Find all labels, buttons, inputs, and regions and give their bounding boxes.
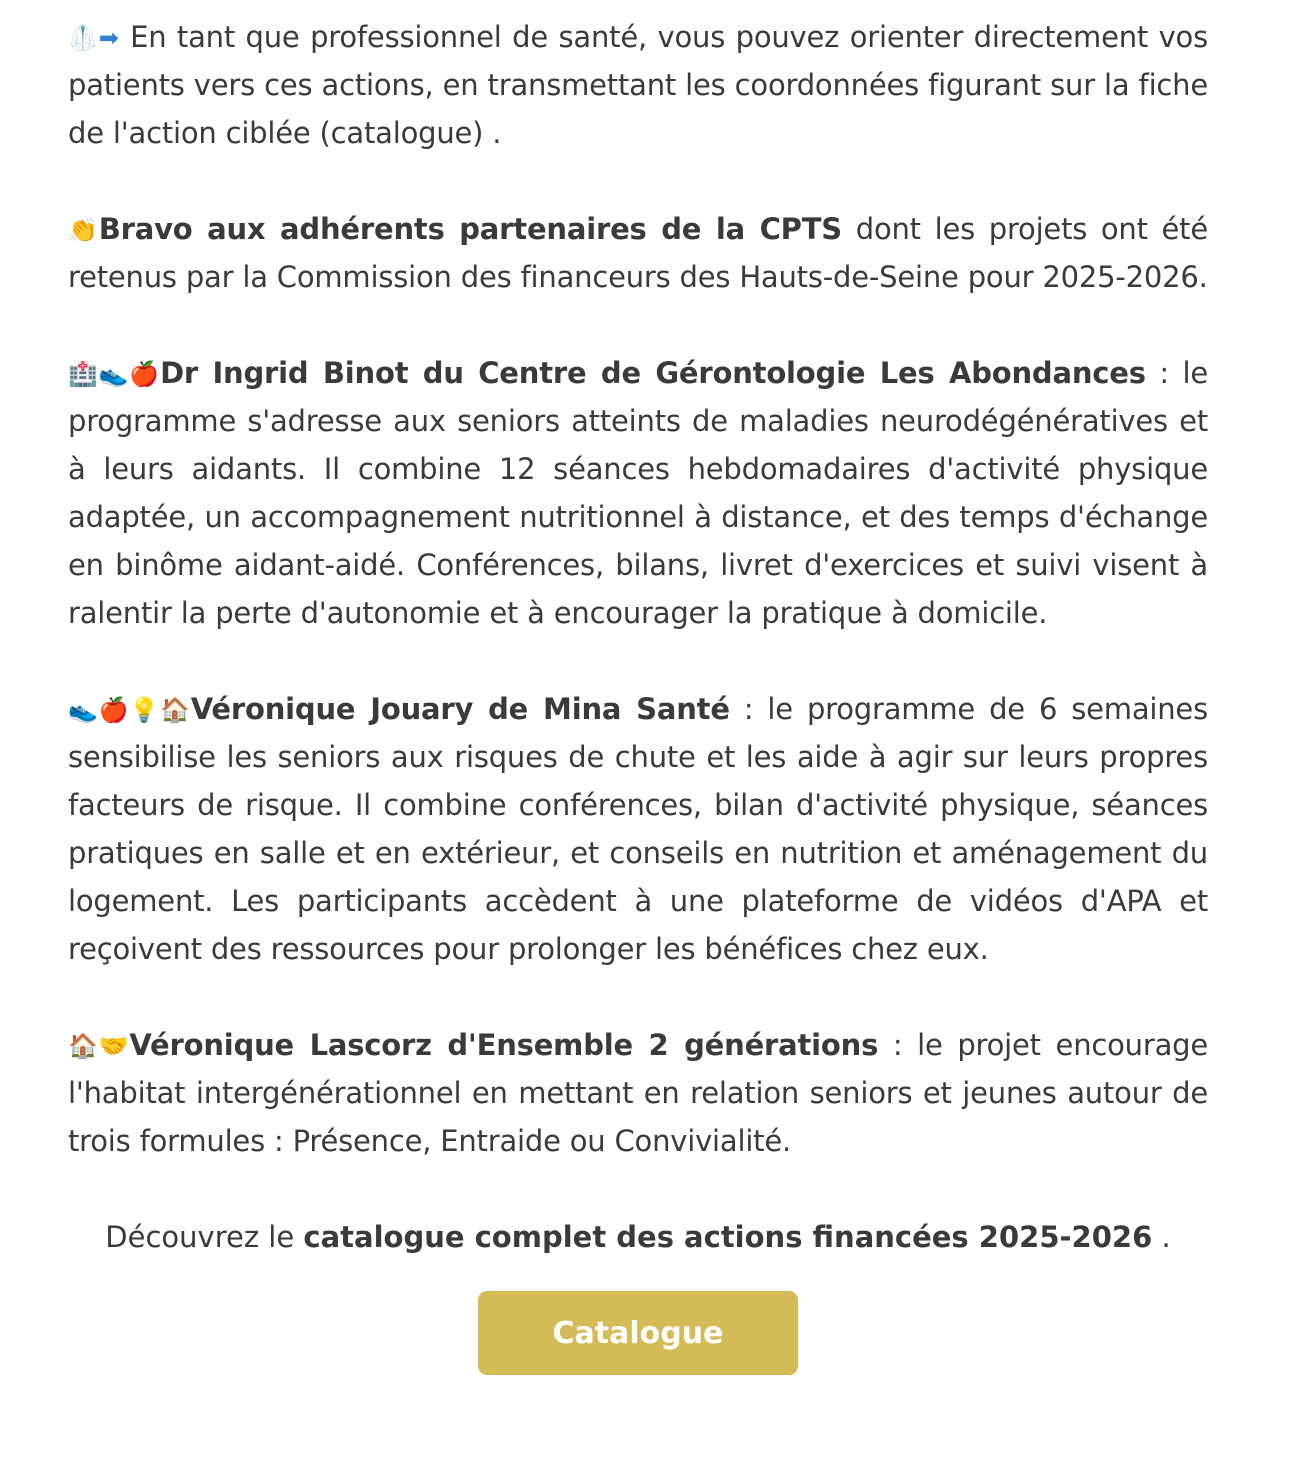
- apple-icon: 🍎: [98, 696, 129, 724]
- discover-line: [68, 1213, 1208, 1261]
- right-arrow-icon: ➡: [98, 24, 119, 52]
- project-paragraph-lascorz: [68, 1021, 1208, 1165]
- clapping-hands-icon: 👏: [68, 216, 98, 244]
- project-name: Dr Ingrid Binot du Centre de Gérontologie Les Abondances: [160, 356, 1146, 390]
- lab-coat-icon: 🥼: [68, 24, 98, 52]
- discover-suffix: .: [1152, 1220, 1171, 1254]
- newsletter-body: [68, 13, 1208, 1213]
- project-name: Véronique Lascorz d'Ensemble 2 générations: [129, 1028, 879, 1062]
- apple-icon: 🍎: [129, 360, 160, 388]
- light-bulb-icon: 💡: [129, 696, 160, 724]
- sneaker-icon: 👟: [98, 360, 129, 388]
- intro-paragraph: [68, 13, 1208, 157]
- bravo-text: dont les projets ont été retenus par la Commission des financeurs des Hauts-de-Seine pour 2025-2026.: [68, 212, 1208, 294]
- intro-text: En tant que professionnel de santé, vous pouvez orienter directement vos patients vers ces actions, en transmettant les coordonnées figurant sur la fiche de l'action ciblée (catalogue) .: [68, 20, 1208, 150]
- project-paragraph-jouary: [68, 685, 1208, 973]
- project-description: : le programme s'adresse aux seniors atteints de maladies neurodégénératives et à leurs aidants. Il combine 12 séances hebdomadaires d'activité physique adaptée, un accompagnement nutritionnel à distance, et des temps d'échange en binôme aidant-aidé. Conférences, bilans, livret d'exercices et suivi visent à ralentir la perte d'autonomie et à encourager la pratique à domicile.: [68, 356, 1208, 630]
- bravo-heading: Bravo aux adhérents partenaires de la CPTS: [98, 212, 842, 246]
- house-icon: 🏠: [160, 696, 190, 724]
- hospital-icon: 🏥: [68, 360, 98, 388]
- bravo-paragraph: [68, 205, 1208, 301]
- sneaker-icon: 👟: [68, 696, 98, 724]
- house-icon: 🏠: [68, 1032, 98, 1060]
- project-description: : le projet encourage l'habitat intergénérationnel en mettant en relation seniors et jeunes autour de trois formules : Présence, Entraide ou Convivialité.: [68, 1028, 1208, 1158]
- project-description: : le programme de 6 semaines sensibilise les seniors aux risques de chute et les aide à agir sur leurs propres facteurs de risque. Il combine conférences, bilan d'activité physique, séances pratiques en salle et en extérieur, et conseils en nutrition et aménagement du logement. Les participants accèdent à une plateforme de vidéos d'APA et reçoivent des ressources pour prolonger les bénéfices chez eux.: [68, 692, 1208, 966]
- project-name: Véronique Jouary de Mina Santé: [190, 692, 730, 726]
- project-paragraph-binot: [68, 349, 1208, 637]
- catalogue-button[interactable]: Catalogue: [478, 1291, 798, 1375]
- discover-prefix: Découvrez le: [105, 1220, 304, 1254]
- handshake-icon: 🤝: [98, 1032, 129, 1060]
- catalogue-link[interactable]: catalogue complet des actions financées 2025-2026: [303, 1220, 1153, 1254]
